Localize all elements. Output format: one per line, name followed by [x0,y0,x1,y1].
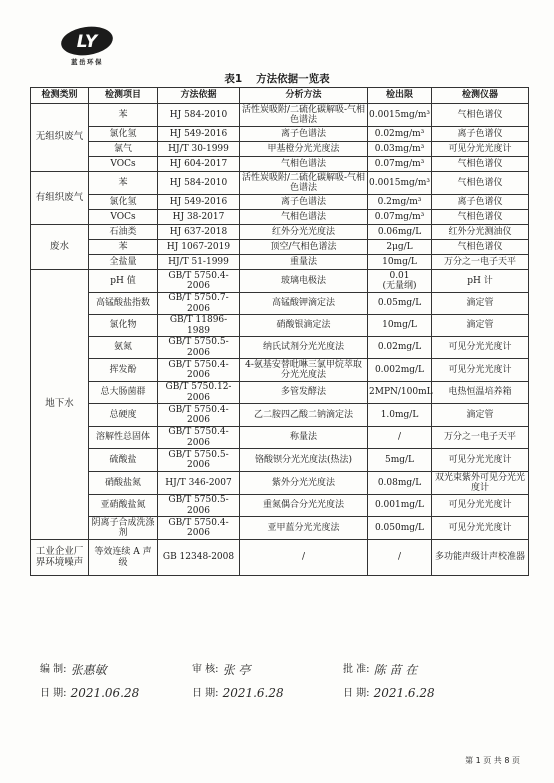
instrument-cell: 气相色谱仪 [432,240,529,255]
method-cell: 高锰酸钾滴定法 [240,293,368,315]
standard-cell: GB 12348-2008 [158,540,240,576]
standard-cell: GB/T 11896-1989 [158,315,240,337]
standard-cell: HJ/T 51-1999 [158,255,240,270]
item-cell: 石油类 [89,225,158,240]
limit-cell: 10mg/L [368,255,432,270]
standard-cell: HJ 38-2017 [158,210,240,225]
method-cell: 乙二胺四乙酸二钠滴定法 [240,404,368,427]
limit-cell: 5mg/L [368,449,432,472]
table-row [31,472,529,495]
method-table [30,87,529,576]
item-cell: 高锰酸盐指数 [89,293,158,315]
table-row [31,142,529,157]
limit-cell: 0.02mg/L [368,337,432,359]
limit-cell: / [368,540,432,576]
prepared-by: 编 制: 张惠敏 [40,662,107,677]
item-cell: 苯 [89,172,158,195]
instrument-cell: 滴定管 [432,293,529,315]
table-row [31,240,529,255]
instrument-cell: 双光束紫外可见分光光度计 [432,472,529,495]
header-standard: 方法依据 [158,88,240,104]
limit-cell: 0.07mg/m³ [368,210,432,225]
method-cell: 4-氨基安替吡啉三氯甲烷萃取分光光度法 [240,359,368,382]
date-prepared: 日 期: 2021.06.28 [40,686,140,700]
standard-cell: HJ 637-2018 [158,225,240,240]
instrument-cell: 红外分光测油仪 [432,225,529,240]
table-row [31,255,529,270]
method-cell: 纳氏试剂分光光度法 [240,337,368,359]
category-cell: 地下水 [31,270,89,540]
instrument-cell: 可见分光光度计 [432,359,529,382]
table-row [31,172,529,195]
instrument-cell: 万分之一电子天平 [432,427,529,449]
table-row [31,540,529,576]
method-cell: 多管发酵法 [240,382,368,404]
instrument-cell: 气相色谱仪 [432,210,529,225]
prepared-signature: 张惠敏 [70,662,107,677]
instrument-cell: 可见分光光度计 [432,142,529,157]
limit-cell: 0.05mg/L [368,293,432,315]
table-row [31,293,529,315]
instrument-cell: 离子色谱仪 [432,127,529,142]
table-title-text: 方法依据一览表 [256,73,330,85]
limit-cell: / [368,427,432,449]
item-cell: 氯化物 [89,315,158,337]
limit-cell: 0.03mg/m³ [368,142,432,157]
svg-text:LY: LY [76,32,98,52]
item-cell: VOCs [89,157,158,172]
header-instrument: 检测仪器 [432,88,529,104]
instrument-cell: 可见分光光度计 [432,517,529,540]
instrument-cell: 可见分光光度计 [432,449,529,472]
table-title [0,71,554,86]
method-cell: 甲基橙分光光度法 [240,142,368,157]
table-row [31,517,529,540]
item-cell: 苯 [89,240,158,255]
table-row [31,225,529,240]
method-cell: 紫外分光光度法 [240,472,368,495]
method-cell: 铬酸钡分光光度法(热法) [240,449,368,472]
header-limit: 检出限 [368,88,432,104]
method-cell: 活性炭吸附/二硫化碳解吸-气相色谱法 [240,172,368,195]
method-cell: 重氮偶合分光光度法 [240,495,368,517]
item-cell: 氨氮 [89,337,158,359]
table-row [31,195,529,210]
category-cell: 工业企业厂界环境噪声 [31,540,89,576]
table-row [31,404,529,427]
table-row [31,449,529,472]
instrument-cell: 离子色谱仪 [432,195,529,210]
limit-cell: 0.001mg/L [368,495,432,517]
limit-cell: 0.08mg/L [368,472,432,495]
item-cell: 硝酸盐氮 [89,472,158,495]
standard-cell: GB/T 5750.5-2006 [158,495,240,517]
standard-cell: GB/T 5750.5-2006 [158,449,240,472]
date-reviewed: 日 期: 2021.6.28 [192,686,284,700]
standard-cell: HJ 1067-2019 [158,240,240,255]
instrument-cell: 滴定管 [432,404,529,427]
instrument-cell: 气相色谱仪 [432,157,529,172]
method-cell: 亚甲蓝分光光度法 [240,517,368,540]
approved-by: 批 准: 陈 苗 在 [343,662,418,677]
standard-cell: GB/T 5750.4-2006 [158,359,240,382]
item-cell: 挥发酚 [89,359,158,382]
standard-cell: GB/T 5750.12-2006 [158,382,240,404]
standard-cell: HJ/T 346-2007 [158,472,240,495]
approved-signature: 陈 苗 在 [373,662,418,677]
method-cell: 玻璃电极法 [240,270,368,293]
table-row [31,382,529,404]
limit-value: 0.01 [389,270,410,281]
standard-cell: GB/T 5750.5-2006 [158,337,240,359]
instrument-cell: 可见分光光度计 [432,495,529,517]
method-cell: 称量法 [240,427,368,449]
limit-cell: 2MPN/100mL [368,382,432,404]
item-cell: pH 值 [89,270,158,293]
instrument-cell: 电热恒温培养箱 [432,382,529,404]
instrument-cell: 气相色谱仪 [432,104,529,127]
company-name: 蓝岳环保 [71,58,103,66]
standard-cell: GB/T 5750.4-2006 [158,517,240,540]
instrument-cell: 气相色谱仪 [432,172,529,195]
limit-cell: 10mg/L [368,315,432,337]
method-cell: 红外分光光度法 [240,225,368,240]
standard-cell: GB/T 5750.4-2006 [158,270,240,293]
limit-cell [368,270,432,293]
instrument-cell: 万分之一电子天平 [432,255,529,270]
table-row [31,157,529,172]
table-row [31,359,529,382]
limit-cell: 2μg/L [368,240,432,255]
standard-cell: HJ 584-2010 [158,172,240,195]
reviewed-by: 审 核: 张 亭 [192,662,251,677]
method-cell: 离子色谱法 [240,195,368,210]
header-item: 检测项目 [89,88,158,104]
item-cell: 亚硝酸盐氮 [89,495,158,517]
item-cell: 氯化氢 [89,127,158,142]
instrument-cell: pH 计 [432,270,529,293]
header-method: 分析方法 [240,88,368,104]
limit-cell: 0.050mg/L [368,517,432,540]
table-row [31,104,529,127]
date-approved: 日 期: 2021.6.28 [343,686,435,700]
standard-cell: HJ 584-2010 [158,104,240,127]
standard-cell: GB/T 5750.4-2006 [158,427,240,449]
item-cell: 硫酸盐 [89,449,158,472]
table-row [31,270,529,293]
company-logo [59,24,115,70]
instrument-cell: 滴定管 [432,315,529,337]
limit-note: (无量纲) [382,281,417,291]
limit-cell: 0.0015mg/m³ [368,104,432,127]
item-cell: 氯气 [89,142,158,157]
table-row [31,315,529,337]
limit-cell: 1.0mg/L [368,404,432,427]
limit-cell: 0.002mg/L [368,359,432,382]
instrument-cell: 可见分光光度计 [432,337,529,359]
method-cell: 硝酸银滴定法 [240,315,368,337]
category-cell: 无组织废气 [31,104,89,172]
table-row [31,127,529,142]
item-cell: 苯 [89,104,158,127]
method-cell: 重量法 [240,255,368,270]
standard-cell: GB/T 5750.4-2006 [158,404,240,427]
limit-cell: 0.2mg/m³ [368,195,432,210]
standard-cell: GB/T 5750.7-2006 [158,293,240,315]
table-row [31,427,529,449]
instrument-cell: 多功能声级计声校准器 [432,540,529,576]
table-row [31,210,529,225]
table-row [31,337,529,359]
header-category: 检测类别 [31,88,89,104]
method-cell: 离子色谱法 [240,127,368,142]
ly-logo-icon [59,24,115,58]
standard-cell: HJ 549-2016 [158,195,240,210]
limit-cell: 0.0015mg/m³ [368,172,432,195]
item-cell: 总大肠菌群 [89,382,158,404]
method-cell: 气相色谱法 [240,157,368,172]
method-cell: 活性炭吸附/二硫化碳解吸-气相色谱法 [240,104,368,127]
table-header-row [31,88,529,104]
item-cell: 氯化氢 [89,195,158,210]
item-cell: 阴离子合成洗涤剂 [89,517,158,540]
standard-cell: HJ 604-2017 [158,157,240,172]
limit-cell: 0.07mg/m³ [368,157,432,172]
method-cell: 顶空/气相色谱法 [240,240,368,255]
category-cell: 有组织废气 [31,172,89,225]
limit-cell: 0.02mg/m³ [368,127,432,142]
reviewed-signature: 张 亭 [222,662,251,677]
table-number: 表1 [224,73,243,85]
item-cell: 等效连续 A 声级 [89,540,158,576]
category-cell: 废水 [31,225,89,270]
limit-cell: 0.06mg/L [368,225,432,240]
item-cell: VOCs [89,210,158,225]
table-row [31,495,529,517]
method-cell: / [240,540,368,576]
page-number: 第 1 页 共 8 页 [465,756,520,765]
standard-cell: HJ 549-2016 [158,127,240,142]
method-cell: 气相色谱法 [240,210,368,225]
item-cell: 溶解性总固体 [89,427,158,449]
item-cell: 总硬度 [89,404,158,427]
item-cell: 全盐量 [89,255,158,270]
standard-cell: HJ/T 30-1999 [158,142,240,157]
